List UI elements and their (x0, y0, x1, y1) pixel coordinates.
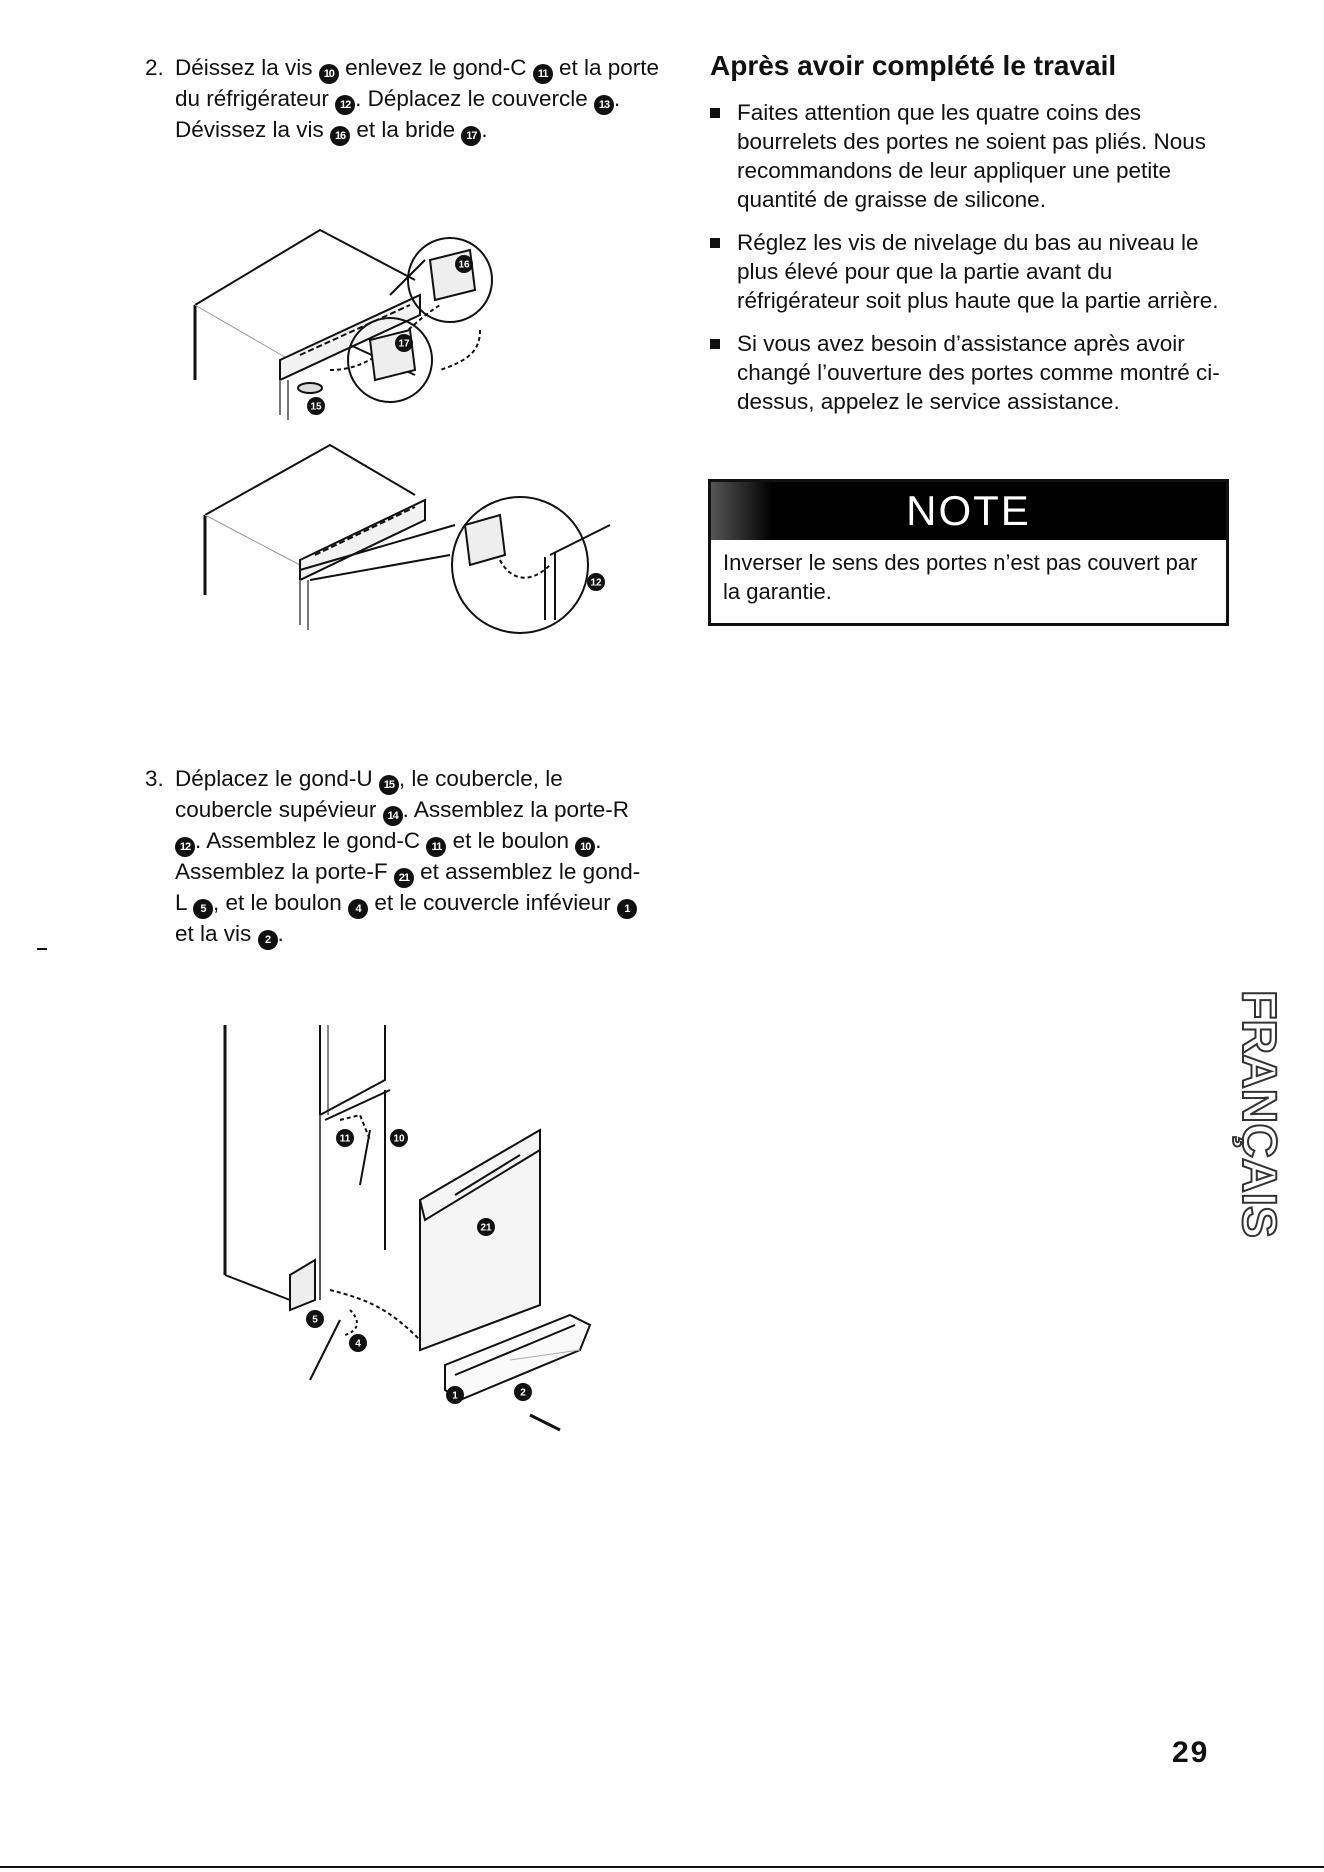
part-number-badge: 13 (594, 95, 614, 115)
part-label: 21 (480, 1222, 492, 1234)
part-number-badge: 14 (383, 806, 403, 826)
part-number-badge: 21 (394, 868, 414, 888)
side-language-tab (1232, 990, 1285, 1250)
note-title: NOTE (711, 482, 1226, 540)
step-2-text: Déissez la vis 10 enlevez le gond-C 11 et la porte du réfrigérateur 12 . Déplacez le couvercle 13 . Dévissez la vis 16 et la bride 17 . (175, 53, 675, 146)
figure-door-removal (200, 445, 640, 645)
step-number: 3. (145, 766, 164, 791)
part-label: 17 (398, 338, 410, 350)
part-number-badge: 15 (379, 775, 399, 795)
note-box (708, 479, 1229, 626)
margin-mark (37, 948, 47, 950)
language-label: FRANÇAIS (1232, 990, 1285, 1238)
square-bullet-icon (710, 108, 720, 118)
figure-door-reassembly (220, 1020, 600, 1440)
part-number-badge: 16 (330, 126, 350, 146)
part-number-badge: 17 (461, 126, 481, 146)
part-number-badge: 11 (426, 837, 446, 857)
part-number-badge: 4 (348, 899, 368, 919)
part-label: 11 (339, 1133, 351, 1145)
part-number-badge: 5 (193, 899, 213, 919)
step-3-text: Déplacez le gond-U 15 , le coubercle, le coubercle supévieur 14 . Assemblez la porte-R 12 . Assemblez le gond-C 11 et le boulon 10 . Assemblez la porte-F 21 et assemblez le gond-L 5 , et le boulon 4 et le couvercle infévieur 1 et la vis 2 . (175, 764, 645, 950)
part-label: 10 (393, 1133, 405, 1145)
part-label: 12 (590, 577, 602, 589)
note-body: Inverser le sens des portes n’est pas couvert par la garantie. (723, 550, 1198, 604)
cabinet-top-edge (195, 230, 415, 305)
part-number-badge: 1 (617, 899, 637, 919)
page-number: 29 (1172, 1736, 1210, 1769)
section-heading: Après avoir complété le travail (710, 50, 1117, 81)
part-number-badge: 10 (319, 64, 339, 84)
part-number-badge: 11 (533, 64, 553, 84)
part-label: 2 (520, 1387, 526, 1399)
tips-list (710, 98, 1235, 430)
part-label: 15 (310, 401, 322, 413)
part-number-badge: 10 (575, 837, 595, 857)
part-label: 1 (452, 1390, 458, 1402)
part-number-badge: 2 (258, 930, 278, 950)
square-bullet-icon (710, 339, 720, 349)
part-label: 5 (312, 1314, 318, 1326)
part-number-badge: 12 (175, 837, 195, 857)
part-number-badge: 12 (335, 95, 355, 115)
bottom-rule (0, 1866, 1324, 1868)
square-bullet-icon (710, 238, 720, 248)
list-item: Faites attention que les quatre coins des bourrelets des portes ne soient pas pliés. Nous recommandons de leur appliquer une petite quantité de graisse de silicone. (710, 98, 1235, 214)
step-number: 2. (145, 55, 164, 80)
part-label: 16 (458, 259, 470, 271)
figure-hinge-removal (180, 220, 580, 450)
list-item: Si vous avez besoin d’assistance après avoir changé l’ouverture des portes comme montré ci-dessus, appelez le service assistance. (710, 329, 1235, 416)
list-item: Réglez les vis de nivelage du bas au niveau le plus élevé pour que la partie avant du réfrigérateur soit plus haute que la partie arrière. (710, 228, 1235, 315)
part-label: 4 (355, 1338, 361, 1350)
